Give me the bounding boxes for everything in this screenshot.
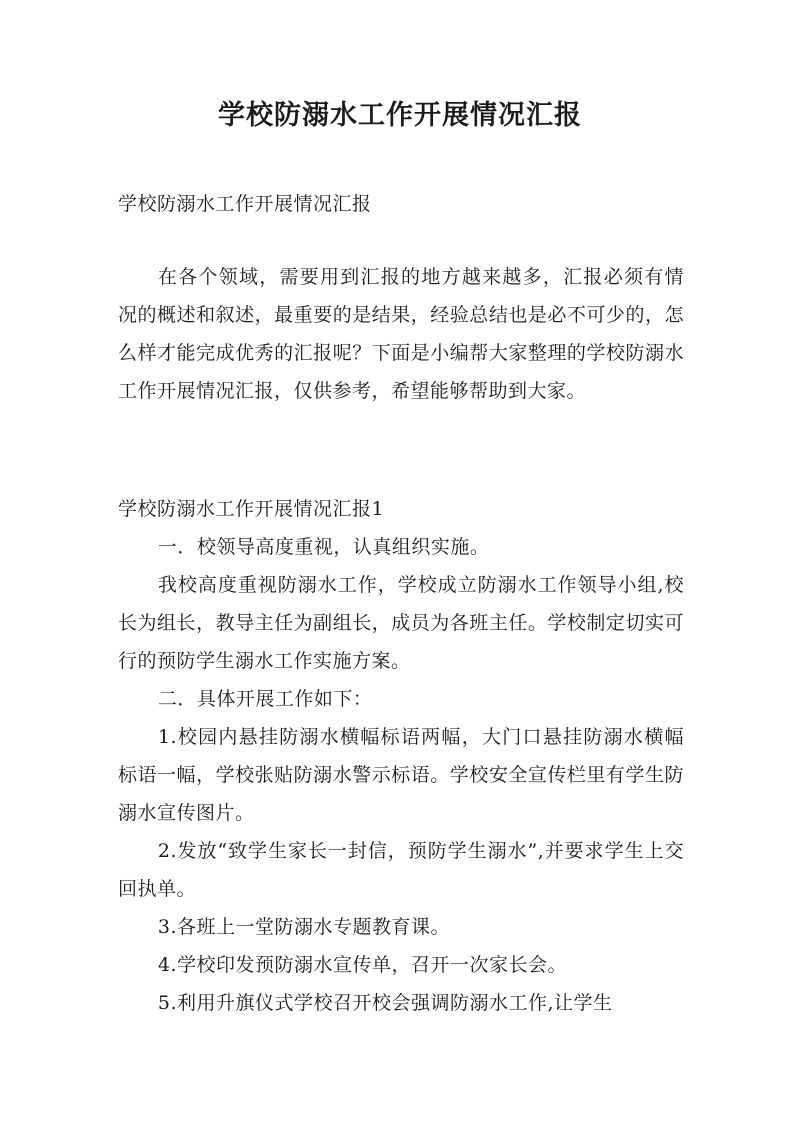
intro-paragraph (118, 258, 684, 410)
section-item-heading-1: 一．校领导高度重视，认真组织实施。 (157, 536, 490, 558)
section-heading: 学校防溺水工作开展情况汇报1 (118, 498, 385, 520)
list-item: 3.各班上一堂防溺水专题教育课。 (157, 916, 451, 938)
intro-text: 在各个领域，需要用到汇报的地方越来越多，汇报必须有情况的概述和叙述，最重要的是结果，经验总结也是必不可少的，怎么样才能完成优秀的汇报呢？下面是小编帮大家整理的学校防溺水工作开展情况汇报，仅供参考，希望能够帮助到大家。 (118, 266, 684, 402)
document-subtitle (118, 185, 684, 223)
subtitle-text: 学校防溺水工作开展情况汇报 (118, 193, 372, 215)
section-paragraph: 我校高度重视防溺水工作，学校成立防溺水工作领导小组,校长为组长，教导主任为副组长，成员为各班主任。学校制定切实可行的预防学生溺水工作实施方案。 (118, 574, 684, 672)
section-item-heading-2: 二．具体开展工作如下： (157, 688, 373, 710)
list-item: 2.发放“致学生家长一封信，预防学生溺水”,并要求学生上交回执单。 (118, 840, 684, 900)
list-item: 5.利用升旗仪式学校召开校会强调防溺水工作,让学生 (157, 992, 613, 1014)
document-title: 学校防溺水工作开展情况汇报 (218, 100, 582, 131)
report-section-1 (118, 490, 684, 1022)
list-item: 4.学校印发预防溺水宣传单，召开一次家长会。 (157, 954, 568, 976)
list-item: 1.校园内悬挂防溺水横幅标语两幅，大门口悬挂防溺水横幅标语一幅，学校张贴防溺水警示标语。学校安全宣传栏里有学生防溺水宣传图片。 (118, 726, 684, 824)
